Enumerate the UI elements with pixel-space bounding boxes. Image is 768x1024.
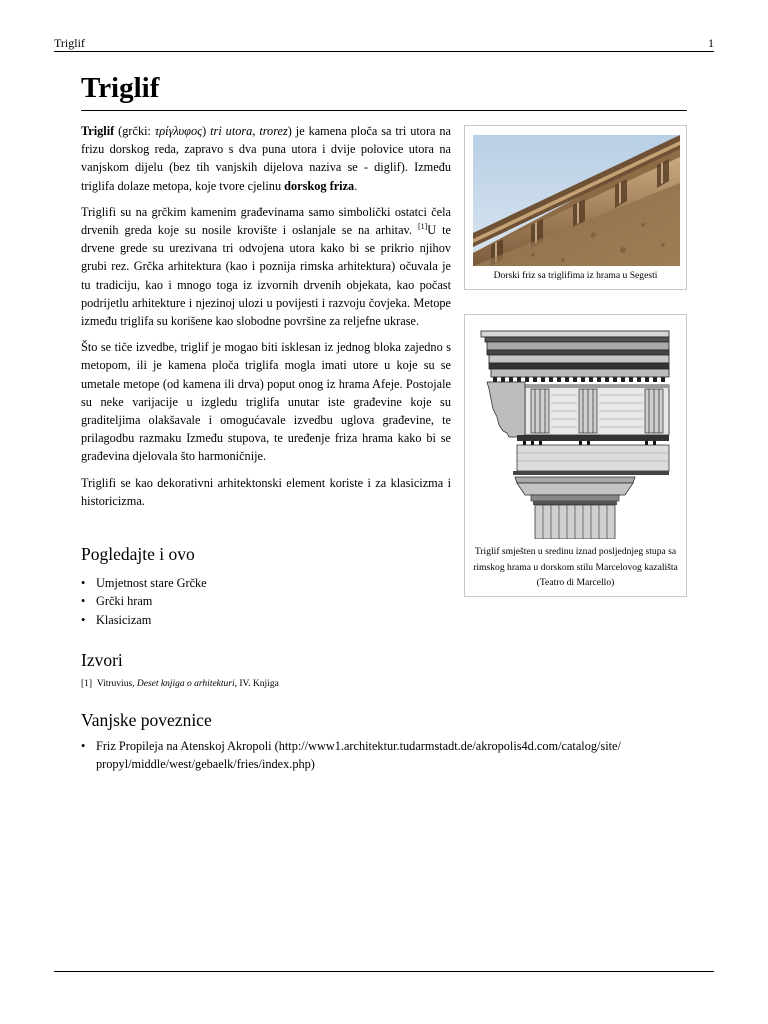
text-span: . (354, 178, 358, 193)
link-grcki-hram[interactable]: Grčki hram (96, 594, 153, 609)
lead-term: Triglif (81, 124, 115, 138)
figure-caption: Dorski friz sa triglifima iz hrama u Segesti (493, 270, 658, 281)
reference-marker[interactable]: [1] (81, 679, 93, 689)
figure-caption: Triglif smješten u sredinu iznad posljednjeg stupa sa rimskog hrama u dorskom stilu Marcelovog kazališta (Teatro di Marcello) (473, 546, 678, 588)
external-link-line[interactable]: Friz Propileja na Atenskoj Akropoli (http://www1.architektur.tudarmstadt.de/akropolis4d.com/catalog/site/ (96, 739, 621, 753)
title-rule (81, 110, 687, 111)
reference-author: Vitruvius, (96, 679, 137, 689)
article-body (81, 122, 451, 518)
list-item (81, 611, 207, 629)
running-title: Triglif (54, 36, 85, 50)
external-links-list (81, 737, 681, 774)
reference-detail: , IV. Knjiga (234, 679, 279, 689)
list-item (81, 737, 681, 774)
reference-title: Deset knjiga o arhitekturi (136, 679, 235, 689)
running-header (54, 36, 714, 52)
header-rule (54, 51, 714, 52)
text-span: , (252, 124, 260, 138)
text-span: U te drvene grede su urezivana tri odvojena utora kako bi se prikrio njihov grubi rez. Grčka arhitektura (kao i poznija rimska arhitektura) očuvala je tu tradiciju, kao i mnogo toga iz izvornih drvenih objekata, kao počast podrijetlu arhitekture i njezinoj ulozi u povijesti i razvoju čovjeka. Metope između triglifa su korišene kao slobodne površine za reljefne ukrase. (81, 223, 451, 329)
heading-sources: Izvori (81, 650, 123, 670)
text-span: ) (202, 124, 211, 138)
paragraph-history (81, 203, 451, 330)
bullet-icon: • (81, 576, 86, 590)
paragraph-construction: Što se tiče izvedbe, triglif je mogao biti isklesan iz jednog bloka zajedno s metopom, ili je kamena ploča triglifa mogla imati utore u koje su se umetale metope (od kamena ili drva) poput onog iz hrama Afeje. Postojale su neke varijacije u izgledu triglifa unutar iste građevine koje su graditeljima olakšavale i omogućavale izvedbu uglova građevine, te prilagodbu razmaku Između stupova, te uređenje friza hrama kako bi se građevina djelovala što harmoničnije. (81, 340, 451, 464)
external-link-line[interactable]: propyl/middle/west/gebaelk/fries/index.php) (96, 757, 315, 772)
gloss-term: tri utora (210, 124, 253, 138)
bullet-icon: • (81, 612, 86, 627)
paragraph-classicism: Triglifi se kao dekorativni arhitektonski element koriste i za klasicizma i historicizma. (81, 475, 451, 508)
figure-frieze-photo (464, 125, 687, 290)
reference-list (81, 677, 279, 691)
list-item (81, 592, 207, 610)
paragraph-intro (81, 122, 451, 195)
article-title: Triglif (81, 72, 160, 104)
heading-external-links: Vanjske poveznice (81, 710, 212, 730)
bold-term: dorskog friza (284, 178, 355, 193)
footer-rule (54, 971, 714, 972)
list-item (81, 574, 207, 592)
text-span: Triglifi su na grčkim kamenim građevinama samo simbolički ostatci čela drvenih greda koje su nosile krovište i oslanjale se na arhitav. (81, 204, 451, 238)
heading-see-also: Pogledajte i ovo (81, 544, 195, 564)
frieze-photo[interactable] (473, 135, 680, 266)
link-klasicizam[interactable]: Klasicizam (96, 612, 152, 627)
bullet-icon: • (81, 739, 86, 753)
bullet-icon: • (81, 594, 86, 609)
text-span: ) je kamena ploča sa tri utora na frizu dorskog reda, zapravo s dva puna utora i dvije polovice utora na vanjskom dijelu (bez tih vanjskih dijelova naziva se - diglif). Između triglifa dolaze metopa, koje tvore cjelinu (81, 124, 452, 193)
figure-entablature-engraving (464, 314, 687, 597)
text-span: (grčki: (114, 124, 155, 138)
page-number: 1 (708, 36, 714, 50)
entablature-engraving[interactable] (479, 325, 671, 539)
see-also-list (81, 574, 207, 629)
link-umjetnost-stare-grcke[interactable]: Umjetnost stare Grčke (96, 576, 207, 590)
greek-term: τρίγλυφος (154, 124, 203, 138)
gloss-term: trorez (259, 124, 288, 138)
citation-link[interactable]: [1] (417, 221, 428, 231)
